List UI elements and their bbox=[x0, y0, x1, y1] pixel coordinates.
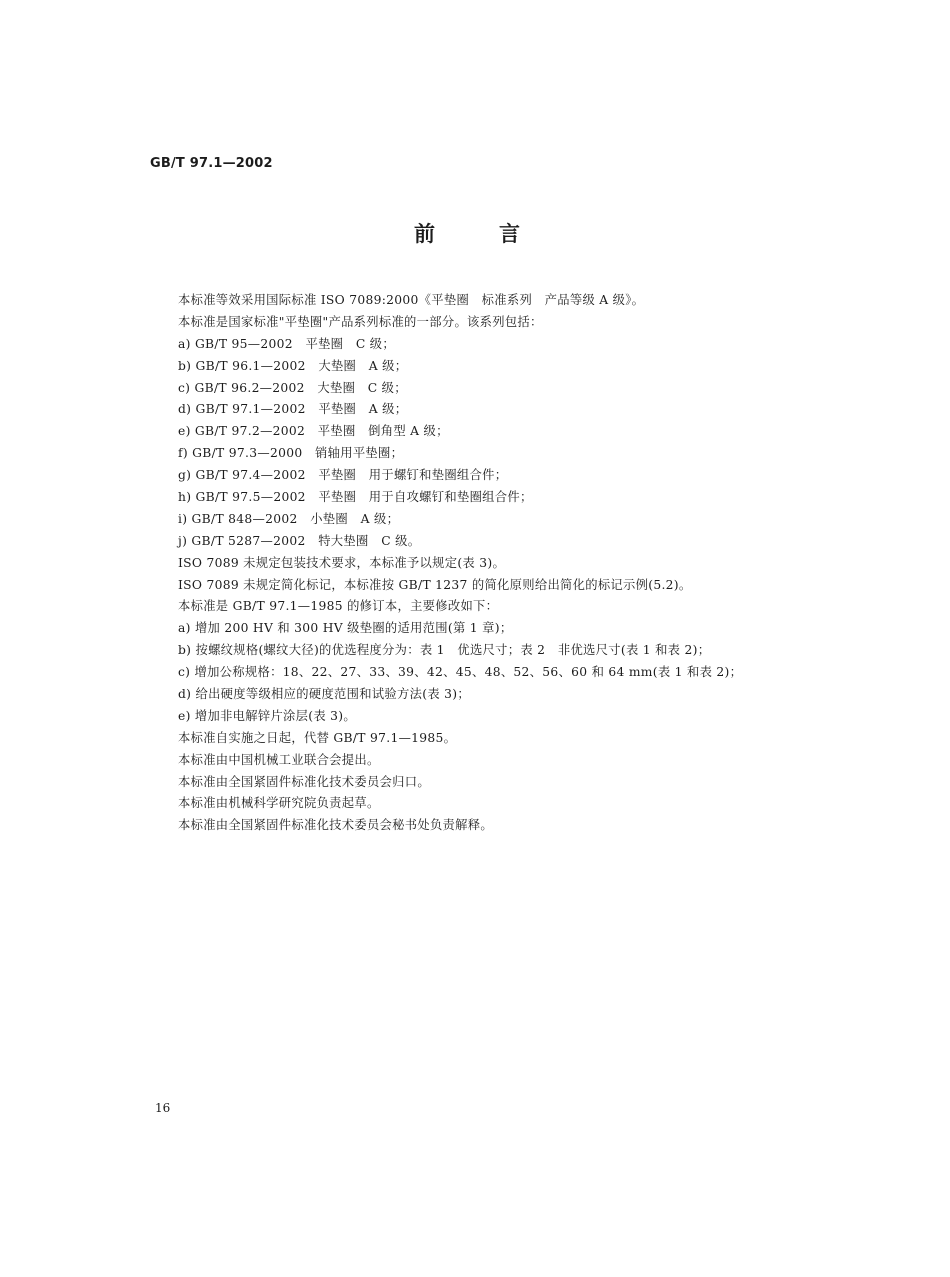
list-item: e) 增加非电解锌片涂层(表 3)。 bbox=[178, 708, 356, 723]
list-item: j) GB/T 5287—2002 特大垫圈 C 级。 bbox=[178, 533, 421, 548]
list-item: f) GB/T 97.3—2000 销轴用平垫圈； bbox=[178, 446, 404, 461]
list-item: b) GB/T 96.1—2002 大垫圈 A 级； bbox=[178, 358, 408, 373]
list-item: c) GB/T 96.2—2002 大垫圈 C 级； bbox=[178, 380, 407, 395]
list-item: h) GB/T 97.5—2002 平垫圈 用于自攻螺钉和垫圈组合件； bbox=[178, 490, 533, 505]
body-line: 本标准由中国机械工业联合会提出。 bbox=[178, 752, 380, 767]
body-line: 本标准由机械科学研究院负责起草。 bbox=[178, 796, 380, 811]
page-number: 16 bbox=[155, 1101, 171, 1115]
body-line: 本标准由全国紧固件标准化技术委员会秘书处负责解释。 bbox=[178, 818, 493, 833]
list-item: a) GB/T 95—2002 平垫圈 C 级； bbox=[178, 336, 395, 351]
list-item: b) 按螺纹规格(螺纹大径)的优选程度分为：表 1 优选尺寸；表 2 非优选尺寸(表 1 和表 2)； bbox=[178, 643, 711, 658]
standard-code-header: GB/T 97.1—2002 bbox=[150, 156, 273, 171]
list-item: e) GB/T 97.2—2002 平垫圈 倒角型 A 级； bbox=[178, 424, 449, 439]
list-item: g) GB/T 97.4—2002 平垫圈 用于螺钉和垫圈组合件； bbox=[178, 468, 508, 483]
list-item: d) 给出硬度等级相应的硬度范围和试验方法(表 3)； bbox=[178, 687, 470, 702]
page-title: 前言 bbox=[414, 221, 584, 246]
list-item: c) 增加公称规格：18、22、27、33、39、42、45、48、52、56、60 和 64 mm(表 1 和表 2)； bbox=[178, 665, 743, 680]
list-item: a) 增加 200 HV 和 300 HV 级垫圈的适用范围(第 1 章)； bbox=[178, 621, 513, 636]
body-line: 本标准自实施之日起，代替 GB/T 97.1—1985。 bbox=[178, 730, 457, 745]
body-line: 本标准是国家标准"平垫圈"产品系列标准的一部分。该系列包括： bbox=[178, 314, 543, 329]
body-line: 本标准等效采用国际标准 ISO 7089:2000《平垫圈 标准系列 产品等级 A 级》。 bbox=[178, 293, 645, 307]
list-item: d) GB/T 97.1—2002 平垫圈 A 级； bbox=[178, 402, 408, 417]
body-line: 本标准是 GB/T 97.1—1985 的修订本，主要修改如下： bbox=[178, 599, 499, 614]
body-line: 本标准由全国紧固件标准化技术委员会归口。 bbox=[178, 774, 430, 789]
list-item: i) GB/T 848—2002 小垫圈 A 级； bbox=[178, 511, 400, 526]
preface-body bbox=[178, 290, 818, 837]
body-line: ISO 7089 未规定简化标记，本标准按 GB/T 1237 的简化原则给出简化的标记示例(5.2)。 bbox=[178, 577, 692, 592]
body-line: ISO 7089 未规定包装技术要求，本标准予以规定(表 3)。 bbox=[178, 555, 506, 570]
